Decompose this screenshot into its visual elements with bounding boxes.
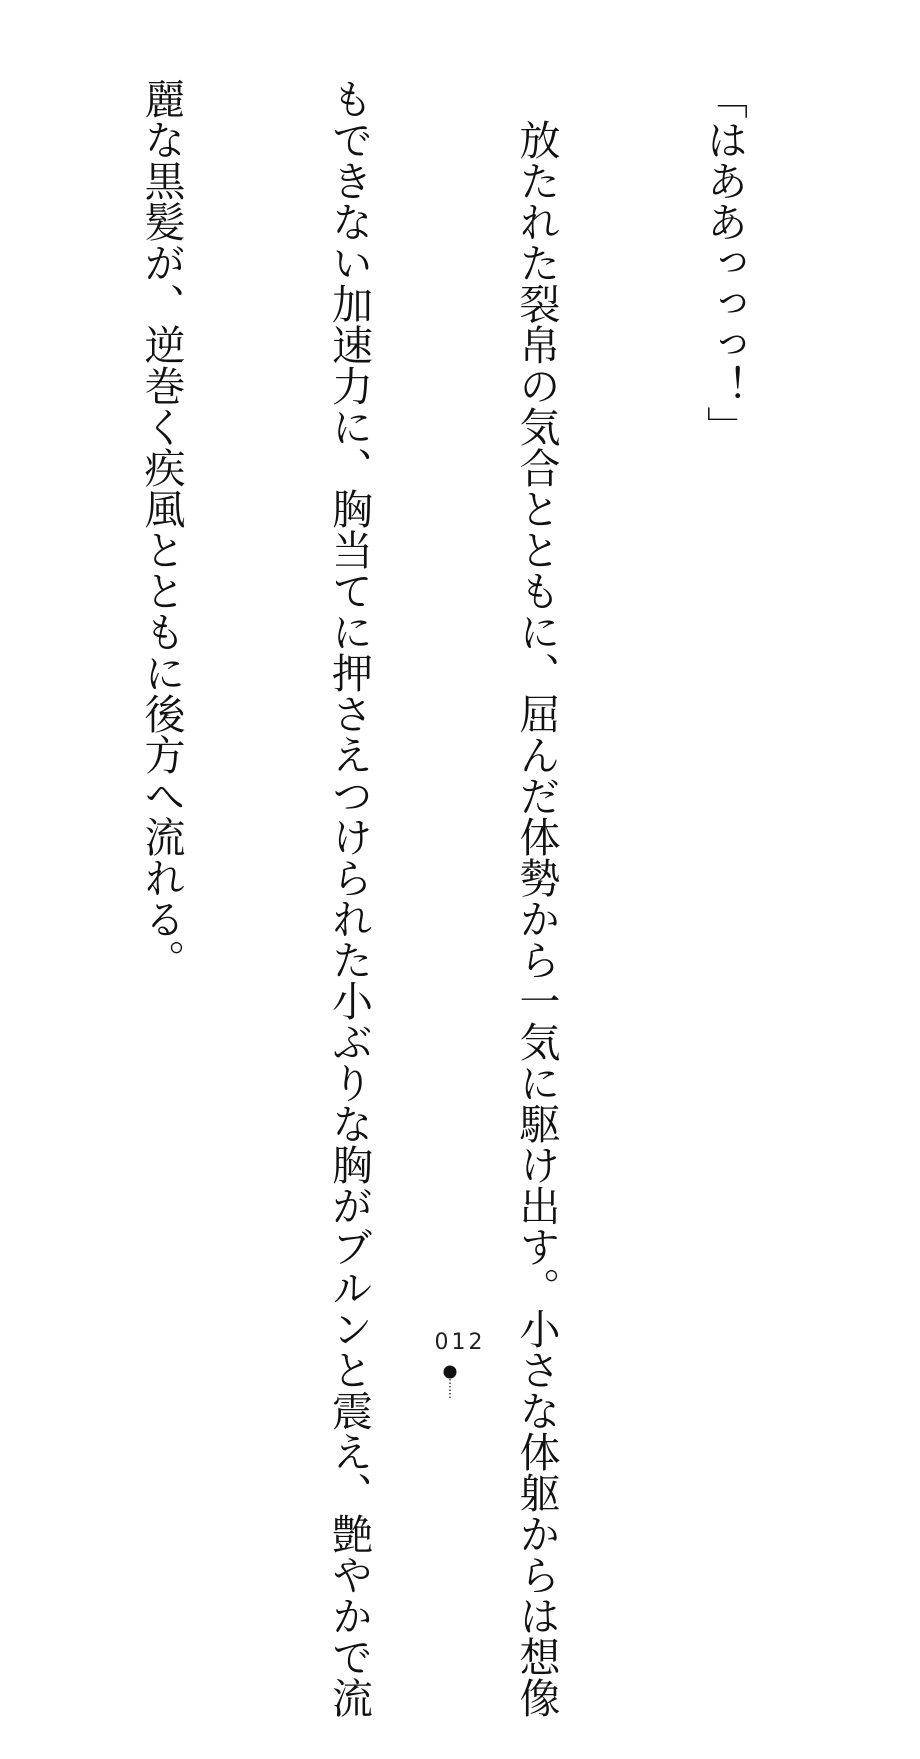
text-line: 麗な黒髪が、逆巻く疾風とともに後方へ流れる。 [137, 78, 186, 980]
page-ornament-icon [432, 1365, 468, 1400]
text-line [0, 78, 5, 1328]
text-line: もできない加速力に、胸当てに押さえつけられた小ぶりな胸がブルンと震え、艶やかで流 [325, 78, 373, 1718]
page-number: 012 [434, 1330, 486, 1355]
text-line: 「はああっっっ！」 [700, 78, 748, 447]
text-line: 放たれた裂帛の気合とともに、屈んだ体勢から一気に駆け出す。小さな体躯からは想像 [512, 78, 561, 1718]
